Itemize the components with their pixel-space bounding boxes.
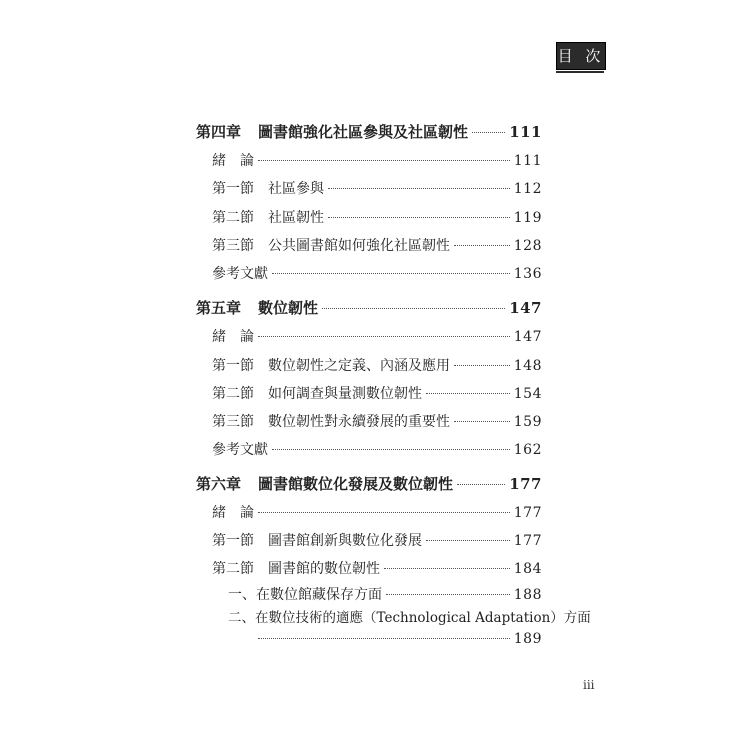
toc-subentry-title[interactable]	[228, 606, 591, 626]
toc-entry[interactable]	[212, 235, 542, 255]
subsection-title: 二、在數位技術的適應（Technological Adaptation）方面	[228, 610, 591, 626]
dot-leader	[454, 365, 510, 366]
page-number: 177	[509, 475, 542, 493]
chapter-title: 圖書館數位化發展及數位韌性	[258, 475, 454, 493]
page-footer-number: iii	[583, 678, 595, 692]
section-title: 社區韌性	[268, 210, 324, 226]
page-number: 119	[513, 210, 542, 226]
dot-leader	[454, 245, 510, 246]
section-title: 圖書館創新與數位化發展	[268, 533, 422, 549]
page-number: 147	[509, 299, 542, 317]
page-number: 177	[513, 533, 542, 549]
references-title: 參考文獻	[212, 266, 268, 282]
toc-entry[interactable]	[212, 207, 542, 227]
toc-subentry[interactable]	[228, 584, 542, 604]
subsection-title: 一、在數位館藏保存方面	[228, 587, 382, 603]
section-title: 社區參與	[268, 181, 324, 197]
toc-entry[interactable]	[212, 383, 542, 403]
dot-leader	[272, 273, 510, 274]
dot-leader	[454, 421, 510, 422]
chapter-number: 第五章	[196, 299, 242, 317]
page-number: 184	[513, 561, 542, 577]
page-number: 111	[513, 153, 542, 169]
section-title: 如何調查與量測數位韌性	[268, 386, 422, 402]
section-title: 數位韌性對永續發展的重要性	[268, 414, 450, 430]
dot-leader	[472, 132, 505, 133]
entry-label: 緒 論	[212, 329, 254, 345]
section-number: 第一節	[212, 181, 254, 197]
section-number: 第二節	[212, 561, 254, 577]
section-title: 數位韌性之定義、內涵及應用	[268, 358, 450, 374]
dot-leader	[258, 638, 510, 639]
dot-leader	[258, 336, 510, 337]
toc-entry[interactable]	[212, 439, 542, 459]
section-title: 公共圖書館如何強化社區韌性	[268, 238, 450, 254]
toc-entry[interactable]	[212, 263, 542, 283]
section-number: 第二節	[212, 386, 254, 402]
chapter-number: 第六章	[196, 475, 242, 493]
section-number: 第二節	[212, 210, 254, 226]
dot-leader	[328, 217, 510, 218]
toc-chapter[interactable]	[196, 297, 542, 318]
chapter-title: 圖書館強化社區參與及社區韌性	[258, 123, 469, 141]
toc-entry[interactable]	[212, 355, 542, 375]
dot-leader	[322, 308, 505, 309]
page-number: 159	[513, 414, 542, 430]
page-number: 189	[513, 631, 542, 647]
dot-leader	[258, 512, 510, 513]
toc-subentry-leader	[258, 631, 542, 647]
page-number: 111	[509, 123, 542, 141]
toc-entry[interactable]	[212, 150, 542, 170]
dot-leader	[426, 393, 510, 394]
toc-entry[interactable]	[212, 558, 542, 578]
dot-leader	[426, 540, 510, 541]
page-number: 128	[513, 238, 542, 254]
chapter-number: 第四章	[196, 123, 242, 141]
dot-leader	[457, 484, 505, 485]
toc-entry[interactable]	[212, 502, 542, 522]
page-number: 177	[513, 505, 542, 521]
toc-entry[interactable]	[212, 530, 542, 550]
page-number: 136	[513, 266, 542, 282]
chapter-title: 數位韌性	[258, 299, 319, 317]
page-number: 112	[513, 181, 542, 197]
page-number: 188	[513, 587, 542, 603]
toc-entry[interactable]	[212, 178, 542, 198]
page-number: 148	[513, 358, 542, 374]
dot-leader	[384, 568, 510, 569]
toc-entry[interactable]	[212, 326, 542, 346]
section-number: 第三節	[212, 414, 254, 430]
section-number: 第三節	[212, 238, 254, 254]
entry-label: 緒 論	[212, 153, 254, 169]
section-number: 第一節	[212, 358, 254, 374]
toc-header-tab: 目 次	[556, 42, 606, 70]
entry-label: 緒 論	[212, 505, 254, 521]
section-number: 第一節	[212, 533, 254, 549]
dot-leader	[328, 188, 510, 189]
references-title: 參考文獻	[212, 442, 268, 458]
page-number: 162	[513, 442, 542, 458]
page-number: 154	[513, 386, 542, 402]
section-title: 圖書館的數位韌性	[268, 561, 380, 577]
toc-chapter[interactable]	[196, 121, 542, 142]
dot-leader	[272, 449, 510, 450]
page-number: 147	[513, 329, 542, 345]
toc-chapter[interactable]	[196, 473, 542, 494]
toc-entry[interactable]	[212, 411, 542, 431]
dot-leader	[258, 160, 510, 161]
dot-leader	[386, 594, 510, 595]
